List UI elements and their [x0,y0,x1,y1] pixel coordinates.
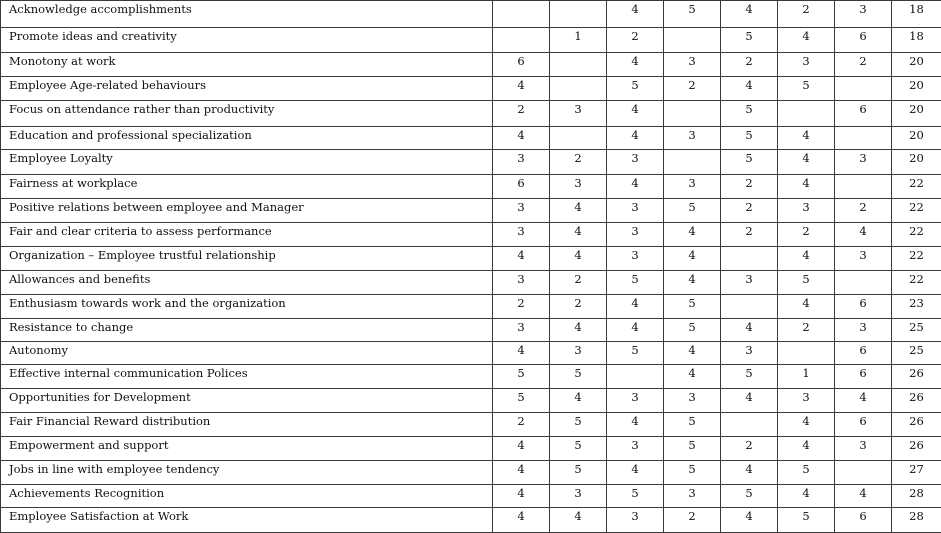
row-total: 18 [892,28,941,53]
table-row [1,271,941,295]
table-row [1,389,941,413]
score-cell [664,28,721,53]
table-row [1,461,941,485]
score-cell: 4 [664,271,721,295]
score-cell: 2 [721,175,778,199]
table-row [1,508,941,533]
score-cell [721,413,778,437]
score-cell: 3 [493,223,550,247]
score-cell: 5 [664,199,721,223]
score-cell: 3 [835,319,892,342]
score-cell: 4 [721,461,778,485]
score-cell: 1 [778,365,835,389]
table-row [1,365,941,389]
score-cell: 6 [493,53,550,77]
score-cell: 3 [664,485,721,508]
row-total: 22 [892,247,941,271]
score-cell: 4 [721,508,778,533]
score-cell: 2 [721,53,778,77]
score-cell: 6 [835,295,892,319]
score-cell: 3 [493,319,550,342]
score-cell: 2 [721,437,778,461]
table-row [1,28,941,53]
score-cell: 3 [835,247,892,271]
score-cell: 2 [550,150,607,175]
score-cell: 4 [607,413,664,437]
table-row [1,53,941,77]
score-cell: 4 [550,247,607,271]
score-cell: 4 [550,199,607,223]
score-cell: 2 [493,295,550,319]
row-total: 23 [892,295,941,319]
score-cell: 4 [607,1,664,28]
score-cell: 5 [778,271,835,295]
row-label: Focus on attendance rather than productivity [1,101,493,127]
score-cell: 6 [835,28,892,53]
score-cell: 3 [664,389,721,413]
row-total: 22 [892,223,941,247]
row-total: 26 [892,413,941,437]
score-cell: 5 [664,437,721,461]
score-cell: 3 [721,271,778,295]
score-cell: 5 [664,461,721,485]
score-cell: 3 [721,342,778,365]
row-total: 25 [892,342,941,365]
score-cell: 1 [550,28,607,53]
row-label: Positive relations between employee and Manager [1,199,493,223]
row-total: 22 [892,175,941,199]
score-cell: 3 [607,247,664,271]
score-cell: 4 [607,175,664,199]
row-total: 22 [892,199,941,223]
row-total: 25 [892,319,941,342]
score-cell: 4 [778,175,835,199]
score-cell: 6 [835,365,892,389]
score-cell: 3 [550,175,607,199]
row-label: Fair Financial Reward distribution [1,413,493,437]
table-row [1,295,941,319]
score-cell: 5 [550,461,607,485]
score-cell: 4 [778,413,835,437]
score-cell: 4 [493,508,550,533]
score-cell: 5 [721,28,778,53]
score-cell: 3 [607,508,664,533]
score-cell: 6 [493,175,550,199]
score-cell: 3 [664,175,721,199]
score-cell [835,127,892,150]
row-label: Employee Age-related behaviours [1,77,493,101]
score-cell: 4 [778,127,835,150]
score-cell: 4 [493,127,550,150]
score-cell [493,1,550,28]
row-label: Achievements Recognition [1,485,493,508]
score-cell: 3 [835,1,892,28]
score-cell: 5 [607,342,664,365]
score-cell: 4 [778,437,835,461]
score-cell: 4 [607,127,664,150]
row-total: 26 [892,389,941,413]
score-cell [778,101,835,127]
score-cell [664,101,721,127]
score-cell: 6 [835,413,892,437]
score-cell [493,28,550,53]
score-cell: 4 [778,28,835,53]
row-label: Employee Satisfaction at Work [1,508,493,533]
score-cell: 6 [835,342,892,365]
score-cell [721,295,778,319]
row-label: Empowerment and support [1,437,493,461]
table-row [1,175,941,199]
score-cell [550,53,607,77]
score-cell: 5 [493,389,550,413]
score-cell: 3 [550,342,607,365]
score-cell: 4 [664,365,721,389]
row-total: 27 [892,461,941,485]
score-cell: 3 [607,150,664,175]
table-row [1,199,941,223]
score-cell: 2 [493,101,550,127]
score-cell: 4 [607,295,664,319]
score-cell: 4 [550,389,607,413]
table-row [1,127,941,150]
score-cell: 5 [721,485,778,508]
score-cell: 2 [664,77,721,101]
score-cell [607,365,664,389]
table-row [1,485,941,508]
score-cell: 2 [607,28,664,53]
score-cell: 4 [721,319,778,342]
score-cell: 5 [607,485,664,508]
score-cell: 4 [607,461,664,485]
score-cell: 2 [664,508,721,533]
row-total: 28 [892,508,941,533]
score-cell: 6 [835,508,892,533]
score-cell [778,342,835,365]
score-cell: 3 [607,199,664,223]
row-label: Monotony at work [1,53,493,77]
row-label: Effective internal communication Polices [1,365,493,389]
score-cell [550,77,607,101]
score-cell: 3 [493,199,550,223]
score-cell: 5 [778,77,835,101]
score-cell: 2 [550,295,607,319]
score-cell: 4 [721,389,778,413]
table-row [1,342,941,365]
score-cell [835,77,892,101]
table-row [1,1,941,28]
row-total: 20 [892,101,941,127]
score-cell: 5 [607,77,664,101]
row-total: 28 [892,485,941,508]
score-cell: 4 [778,150,835,175]
score-cell: 4 [550,508,607,533]
table-row [1,247,941,271]
score-cell [550,1,607,28]
score-cell: 4 [721,1,778,28]
score-cell: 3 [550,101,607,127]
score-cell: 5 [721,127,778,150]
table-row [1,77,941,101]
score-cell: 5 [721,150,778,175]
score-cell: 5 [721,101,778,127]
score-cell: 4 [550,223,607,247]
row-label: Employee Loyalty [1,150,493,175]
table-row [1,413,941,437]
row-label: Allowances and benefits [1,271,493,295]
table-row [1,437,941,461]
score-cell: 5 [778,461,835,485]
score-cell: 5 [778,508,835,533]
score-cell: 4 [835,223,892,247]
row-label: Autonomy [1,342,493,365]
score-cell: 4 [778,247,835,271]
score-cell: 2 [493,413,550,437]
row-total: 20 [892,127,941,150]
score-cell: 2 [721,199,778,223]
score-cell [835,271,892,295]
score-cell: 3 [835,150,892,175]
table-row [1,101,941,127]
row-total: 26 [892,365,941,389]
score-cell: 5 [607,271,664,295]
score-cell: 2 [835,53,892,77]
row-label: Organization – Employee trustful relationship [1,247,493,271]
score-cell: 4 [721,77,778,101]
score-cell: 3 [664,53,721,77]
score-cell: 4 [493,437,550,461]
score-cell: 3 [550,485,607,508]
score-cell: 4 [607,53,664,77]
score-cell: 5 [664,413,721,437]
score-cell: 4 [607,101,664,127]
score-cell: 5 [721,365,778,389]
row-label: Acknowledge accomplishments [1,1,493,28]
score-cell: 5 [664,319,721,342]
score-cell: 5 [664,1,721,28]
score-cell: 3 [778,389,835,413]
row-label: Fair and clear criteria to assess performance [1,223,493,247]
row-label: Promote ideas and creativity [1,28,493,53]
score-cell: 4 [835,389,892,413]
score-cell [550,127,607,150]
score-cell [835,461,892,485]
score-cell [721,247,778,271]
row-total: 20 [892,53,941,77]
score-cell: 3 [607,389,664,413]
score-cell: 4 [493,485,550,508]
score-cell: 4 [664,342,721,365]
score-cell: 4 [607,319,664,342]
score-cell: 2 [778,319,835,342]
score-cell: 3 [778,199,835,223]
score-cell: 3 [664,127,721,150]
row-total: 18 [892,1,941,28]
score-cell: 4 [778,295,835,319]
score-cell: 3 [493,150,550,175]
row-total: 22 [892,271,941,295]
score-cell: 3 [835,437,892,461]
score-cell [664,150,721,175]
score-cell: 5 [550,365,607,389]
score-cell: 3 [607,223,664,247]
score-cell: 5 [550,437,607,461]
row-label: Opportunities for Development [1,389,493,413]
score-cell: 5 [493,365,550,389]
score-cell: 2 [835,199,892,223]
row-label: Jobs in line with employee tendency [1,461,493,485]
score-cell: 4 [664,247,721,271]
score-cell: 2 [778,1,835,28]
row-label: Fairness at workplace [1,175,493,199]
row-total: 20 [892,150,941,175]
score-cell: 2 [721,223,778,247]
score-cell: 4 [835,485,892,508]
score-cell: 4 [493,342,550,365]
score-cell: 5 [664,295,721,319]
score-cell: 3 [778,53,835,77]
score-cell: 4 [493,247,550,271]
row-label: Resistance to change [1,319,493,342]
row-total: 26 [892,437,941,461]
row-total: 20 [892,77,941,101]
table-row [1,150,941,175]
table-row [1,223,941,247]
score-cell: 2 [778,223,835,247]
score-cell: 6 [835,101,892,127]
score-cell: 4 [664,223,721,247]
score-cell: 4 [493,461,550,485]
score-cell: 3 [493,271,550,295]
table-row [1,319,941,342]
row-label: Enthusiasm towards work and the organization [1,295,493,319]
score-cell: 4 [778,485,835,508]
score-cell: 4 [550,319,607,342]
score-cell: 5 [550,413,607,437]
score-cell: 4 [493,77,550,101]
score-cell: 3 [607,437,664,461]
score-cell: 2 [550,271,607,295]
score-cell [835,175,892,199]
row-label: Education and professional specialization [1,127,493,150]
